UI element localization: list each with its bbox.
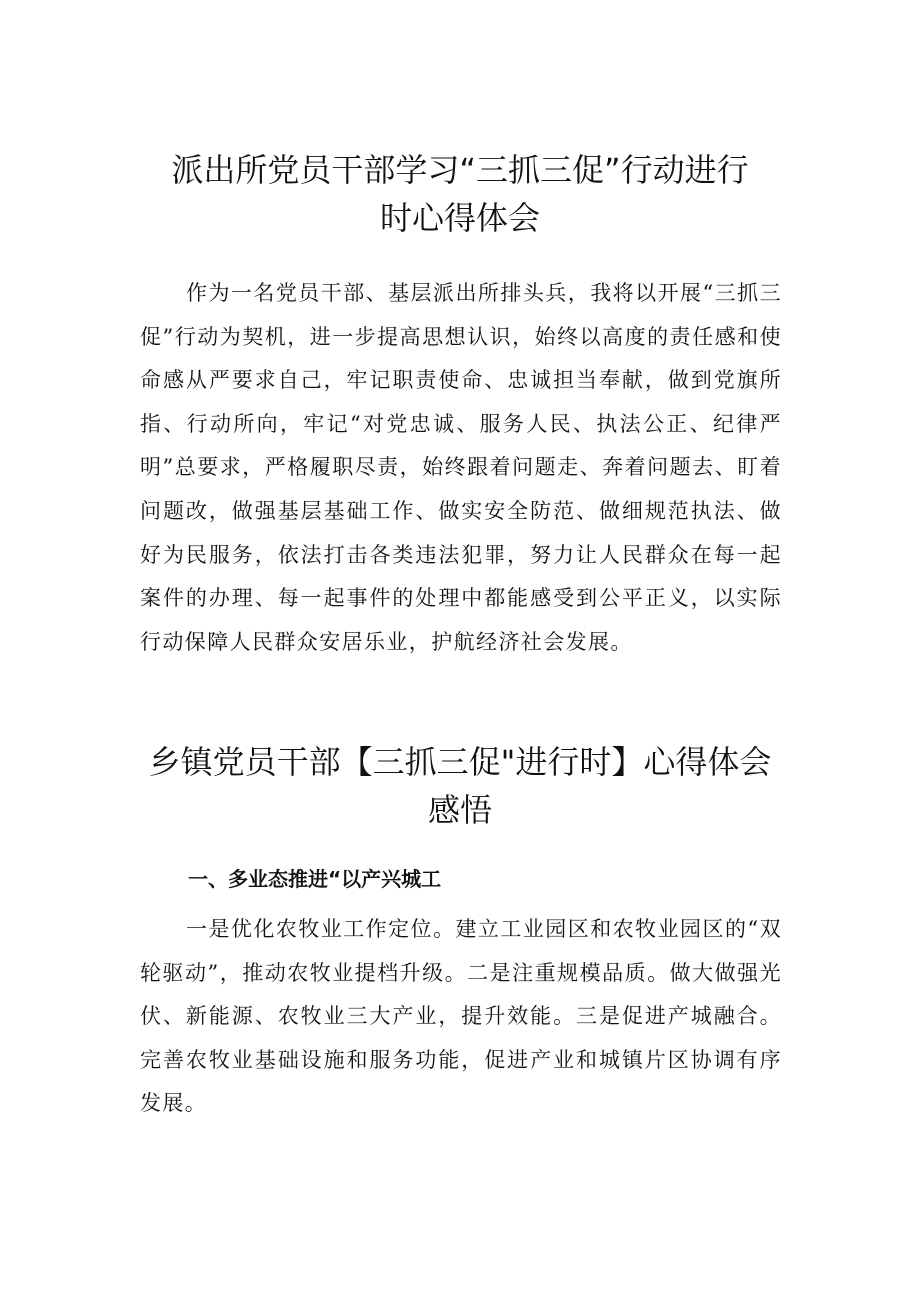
article-1-title-line-2: 时心得体会 [379,199,540,237]
article-2-section-heading: 一、多业态推进“以产兴城工 [188,867,442,891]
article-1-paragraph: 作为一名党员干部、基层派出所排头兵，我将以开展“三抓三促”行动为契机，进一步提高思想认识，始终以高度的责任感和使命感从严要求自己，牢记职责使命、忠诚担当奉献，做到党旗所指、行动所向，牢记“对党忠诚、服务人民、执法公正、纪律严明”总要求，严格履职尽责，始终跟着问题走、奔着问题去、盯着问题改，做强基层基础工作、做实安全防范、做细规范执法、做好为民服务，依法打击各类违法犯罪，努力让人民群众在每一起案件的办理、每一起事件的处理中都能感受到公平正义，以实际行动保障人民群众安居乐业，护航经济社会发展。 [140,281,782,654]
article-2-paragraph: 一是优化农牧业工作定位。建立工业园区和农牧业园区的“双轮驱动”，推动农牧业提档升级。二是注重规模品质。做大做强光伏、新能源、农牧业三大产业，提升效能。三是促进产城融合。完善农牧业基础设施和服务功能，促进产业和城镇片区协调有序发展。 [140,917,782,1116]
article-2-title-line-1: 乡镇党员干部【三抓三促"进行时】心得体会 [148,743,772,781]
article-1-title-line-1: 派出所党员干部学习“三抓三促”行动进行 [171,151,749,189]
article-2-title-line-2: 感悟 [427,791,492,829]
article-1-title [120,146,800,242]
article-2-title [120,738,800,834]
